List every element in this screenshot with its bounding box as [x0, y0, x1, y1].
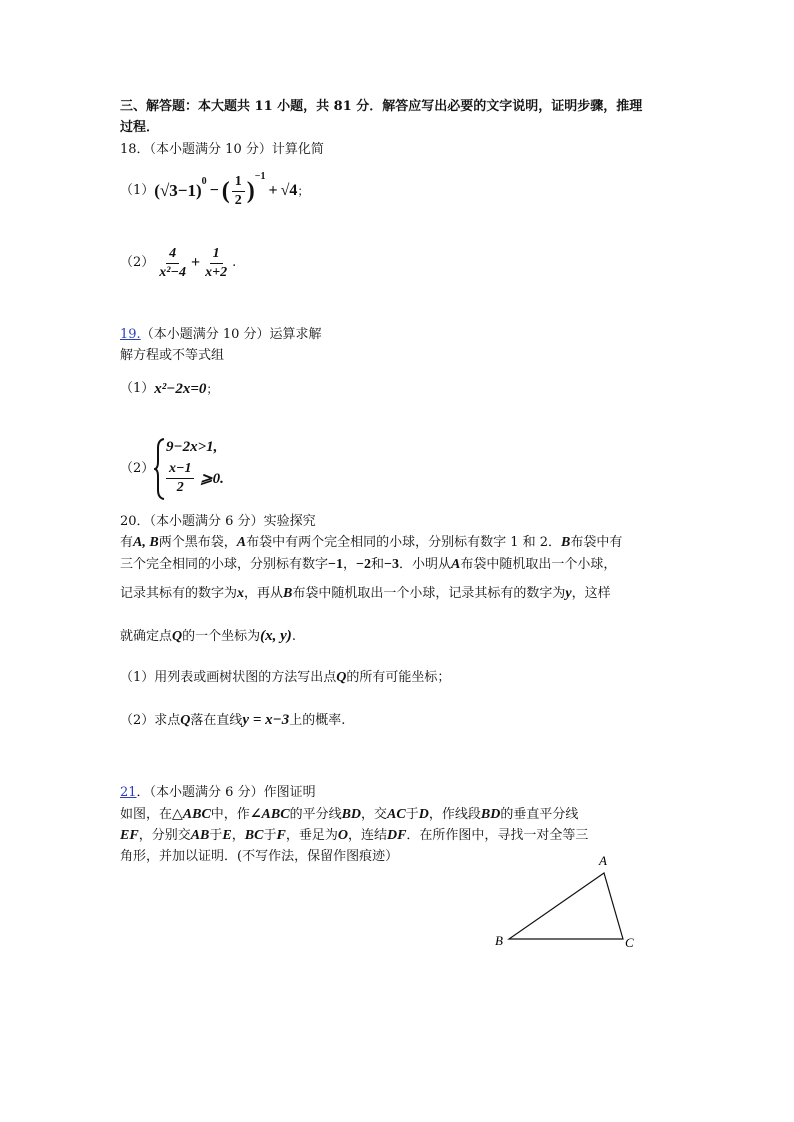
- q18-part1-frac-num: 1: [232, 173, 245, 192]
- q20-l3-t1: 记录其标有的数字为: [120, 586, 238, 601]
- q18-part2-fraction2: [202, 245, 230, 282]
- q20-p1-t1: （1）用列表或画树状图的方法写出点: [120, 670, 337, 685]
- q20-l1-t1: 有: [120, 535, 134, 550]
- q19-title-text: （本小题满分 10 分）运算求解: [140, 327, 322, 342]
- q19-part1-end: ；: [206, 382, 219, 396]
- q18-part1-fraction: [232, 173, 245, 210]
- q19-part1: [120, 378, 218, 400]
- q21-l2-t2: 于: [209, 828, 223, 843]
- q21-l2-o: O: [337, 828, 348, 843]
- q19-part2-inequality2: ⩾0.: [200, 471, 224, 487]
- triangle-abc-figure: [490, 850, 640, 955]
- q19-part2-inequality1: 9−2x>1,: [166, 439, 218, 455]
- q20-l2-bag-a: A: [451, 557, 461, 572]
- q21-l1-t4: ，交: [361, 807, 388, 822]
- q18-part2-f1-den: x²−4: [159, 264, 186, 280]
- q20-l3-bag-b: B: [283, 586, 293, 601]
- q20-line4: [120, 627, 296, 646]
- q19-part1-label: （1）: [120, 381, 155, 396]
- q20-l4-t3: .: [291, 629, 296, 644]
- q21-l1-angle: ∠ABC: [249, 807, 290, 822]
- q19-part1-equation: x²−2x=0: [154, 381, 207, 397]
- section-heading-line1: 三、解答题：本大题共 11 小题，共 81 分．解答应写出必要的文字说明，证明步骤，推理: [120, 99, 643, 114]
- q20-l1-bags: A, B: [133, 535, 159, 550]
- q18-part2-fraction1: [156, 245, 189, 282]
- vertex-label-c: C: [625, 935, 634, 950]
- q20-l2-neg3: −3: [384, 557, 399, 572]
- q20-l4-t2: 的一个坐标为: [182, 629, 261, 644]
- q21-l2-bc: BC: [244, 828, 264, 843]
- q21-l2-t1: ，分别交: [138, 828, 191, 843]
- q20-p2-t1: （2）求点: [120, 713, 181, 728]
- triangle-abc-outline: [509, 873, 623, 939]
- q21-l1-t3: 的平分线: [289, 807, 342, 822]
- q18-part1-frac-den: 2: [234, 192, 242, 208]
- q19-title: [120, 326, 322, 344]
- q18-part2-plus: +: [190, 254, 201, 271]
- q20-l4-coordinate: (x, y): [260, 628, 292, 644]
- q20-p1-q: Q: [336, 670, 347, 685]
- q18-part1-rparen: ): [246, 178, 255, 204]
- q18-part2-end: .: [232, 255, 237, 270]
- q21-l2-t4: 于: [263, 828, 277, 843]
- q20-l2-neg2: −2: [356, 557, 371, 572]
- q21-l2-t3: ，: [231, 828, 245, 843]
- q20-l1-bag-b: B: [561, 535, 571, 550]
- q20-l4-t1: 就确定点: [120, 629, 173, 644]
- q21-l1-t2: 中，作: [210, 807, 250, 822]
- q20-l2-t5: 布袋中随机取出一个小球，: [460, 557, 617, 572]
- q18-part2-label: （2）: [120, 255, 155, 270]
- q18-part2-f1-num: 4: [166, 245, 179, 264]
- q20-l3-t3: 布袋中随机取出一个小球，记录其标有的数字为: [292, 586, 566, 601]
- q19-part2-frac-num: x−1: [166, 460, 194, 479]
- q20-l2-t1: 三个完全相同的小球，分别标有数字: [120, 557, 329, 572]
- q18-part2-f2-num: 1: [210, 245, 223, 264]
- q21-l1-d: D: [418, 807, 429, 822]
- q20-title: 20．（本小题满分 6 分）实验探究: [120, 514, 316, 529]
- q18-title: 18．（本小题满分 10 分）计算化简: [120, 142, 324, 157]
- q20-l1-t4: 布袋中有: [570, 535, 623, 550]
- q21-number-link[interactable]: 21: [120, 785, 137, 800]
- q20-l2-t2: ，: [343, 557, 357, 572]
- q20-line3: [120, 585, 611, 603]
- q21-l2-e: E: [222, 828, 232, 843]
- q20-l3-x: x: [237, 586, 245, 601]
- system-brace-icon: [154, 438, 166, 500]
- q21-l2-ef: EF: [120, 828, 139, 843]
- q19-part2-frac-den: 2: [176, 480, 184, 495]
- q20-l3-t4: ，这样: [571, 586, 611, 601]
- q20-l3-y: y: [565, 586, 572, 601]
- q19-part2-fraction: [166, 460, 194, 497]
- q21-l2-df: DF: [386, 828, 407, 843]
- q18-part1-label: （1）: [120, 183, 155, 198]
- q21-line1: [120, 806, 578, 824]
- q20-part2: [120, 711, 345, 730]
- q20-p2-t2: 落在直线: [190, 713, 243, 728]
- q20-l3-t2: ，再从: [244, 586, 284, 601]
- q20-line2: [120, 556, 616, 574]
- q21-line3: 角形，并加以证明．(不写作法，保留作图痕迹）: [120, 849, 399, 864]
- vertex-label-a: A: [599, 853, 607, 868]
- q20-l2-t4: ．小明从: [399, 557, 452, 572]
- q21-l2-ab: AB: [190, 828, 210, 843]
- q21-line2: [120, 827, 588, 845]
- q18-part1: [120, 168, 309, 214]
- q21-l1-t6: ，作线段: [428, 807, 481, 822]
- q20-l1-t3: 布袋中有两个完全相同的小球，分别标有数字 1 和 2．: [246, 535, 562, 550]
- q20-p2-t3: 上的概率.: [289, 713, 346, 728]
- q21-l2-f: F: [276, 828, 286, 843]
- q20-line1: [120, 534, 622, 552]
- q18-part1-minus: −: [209, 182, 219, 199]
- vertex-label-b: B: [495, 933, 503, 948]
- q20-part1: [120, 669, 450, 687]
- q21-l2-t6: ，连结: [347, 828, 387, 843]
- q20-l2-neg1: −1: [328, 557, 343, 572]
- q19-subtitle: 解方程或不等式组: [120, 348, 225, 363]
- q18-part1-plus: +: [268, 182, 278, 199]
- q21-l1-ac: AC: [387, 807, 406, 822]
- section-heading-line2: 过程．: [120, 120, 160, 135]
- q21-l1-triangle: △ABC: [172, 807, 211, 822]
- q21-l2-t5: ，垂足为: [285, 828, 338, 843]
- q20-l4-q: Q: [172, 629, 183, 644]
- q21-l1-t1: 如图，在: [120, 807, 173, 822]
- q21-l1-bd2: BD: [480, 807, 501, 822]
- q20-p1-t2: 的所有可能坐标；: [346, 670, 451, 685]
- q18-part1-exp-neg1: −1: [254, 171, 266, 182]
- q21-l1-t7: 的垂直平分线: [500, 807, 579, 822]
- q21-l2-t7: ．在所作图中，寻找一对全等三: [406, 828, 589, 843]
- q21-l1-bd: BD: [341, 807, 362, 822]
- q20-l1-t2: 两个黑布袋，: [158, 535, 237, 550]
- q19-number-link[interactable]: 19.: [120, 327, 141, 342]
- q18-part1-end: ；: [297, 184, 310, 198]
- q21-title: [120, 784, 316, 802]
- q18-part2: [120, 242, 236, 284]
- q19-part2-label: （2）: [120, 461, 155, 476]
- q18-part1-lparen: (: [221, 178, 230, 204]
- q20-p2-line-equation: y = x−3: [242, 712, 290, 728]
- q18-part1-sqrt4: √4: [280, 182, 298, 199]
- q18-part1-exp0: 0: [201, 176, 207, 187]
- q20-p2-q: Q: [180, 713, 191, 728]
- q20-l1-bag-a: A: [236, 535, 247, 550]
- q18-part1-base: (√3−1): [154, 181, 202, 200]
- q20-l2-t3: 和: [371, 557, 385, 572]
- q21-l1-t5: 于: [405, 807, 419, 822]
- q21-title-text: ．（本小题满分 6 分）作图证明: [136, 785, 316, 800]
- q18-part2-f2-den: x+2: [205, 264, 228, 280]
